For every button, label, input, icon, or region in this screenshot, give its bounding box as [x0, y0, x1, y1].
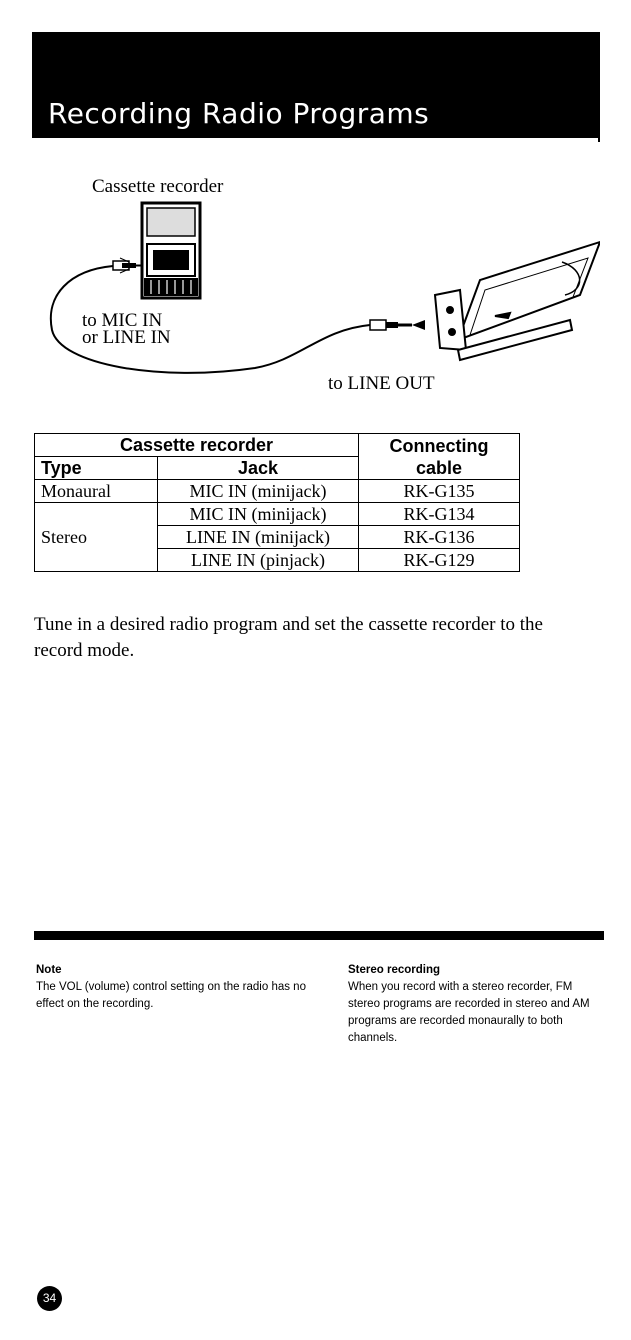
title-bar	[32, 32, 598, 138]
cable-cell: RK-G135	[359, 480, 520, 503]
cassette-label: Cassette recorder	[92, 176, 224, 197]
table-group-header: Cassette recorder	[35, 434, 359, 457]
radio-icon	[435, 242, 600, 360]
jack-cell: LINE IN (pinjack)	[158, 549, 359, 572]
connection-illustration	[40, 170, 600, 400]
note-heading: Note	[36, 964, 62, 976]
table-header-type: Type	[35, 457, 158, 480]
stereo-heading: Stereo recording	[348, 964, 441, 976]
page-number-badge: 34	[37, 1286, 62, 1311]
cable-cell: RK-G136	[359, 526, 520, 549]
line-out-label: to LINE OUT	[328, 373, 435, 394]
jack-cell: LINE IN (minijack)	[158, 526, 359, 549]
title-edge	[598, 32, 600, 142]
mic-plug-icon	[113, 258, 142, 273]
mic-in-label: to MIC IN	[82, 310, 163, 331]
table-header-cable: Connecting cable	[359, 434, 520, 480]
instruction-text: Tune in a desired radio program and set the cassette recorder to the record mode.	[34, 614, 543, 661]
stereo-text: When you record with a stereo recorder, FM stereo programs are recorded in stereo and AM programs are recorded monaurally to both channels.	[348, 981, 590, 1044]
line-out-plug-icon	[370, 320, 425, 330]
cable-cell: RK-G129	[359, 549, 520, 572]
page-title: Recording Radio Programs	[48, 97, 430, 130]
type-cell: Stereo	[35, 503, 158, 572]
note-text: The VOL (volume) control setting on the radio has no effect on the recording.	[36, 981, 306, 1010]
table-row	[35, 503, 520, 526]
section-divider	[34, 931, 604, 940]
jack-cell: MIC IN (minijack)	[158, 503, 359, 526]
line-in-label: or LINE IN	[82, 327, 171, 348]
cable-table	[34, 433, 520, 572]
jack-cell: MIC IN (minijack)	[158, 480, 359, 503]
type-cell: Monaural	[35, 480, 158, 503]
table-header-jack: Jack	[158, 457, 359, 480]
cassette-recorder-icon	[142, 203, 200, 298]
note-block	[36, 962, 306, 1013]
stereo-note-block	[348, 962, 603, 1047]
cable-cell: RK-G134	[359, 503, 520, 526]
connection-diagram	[40, 170, 600, 400]
table-row	[35, 480, 520, 503]
